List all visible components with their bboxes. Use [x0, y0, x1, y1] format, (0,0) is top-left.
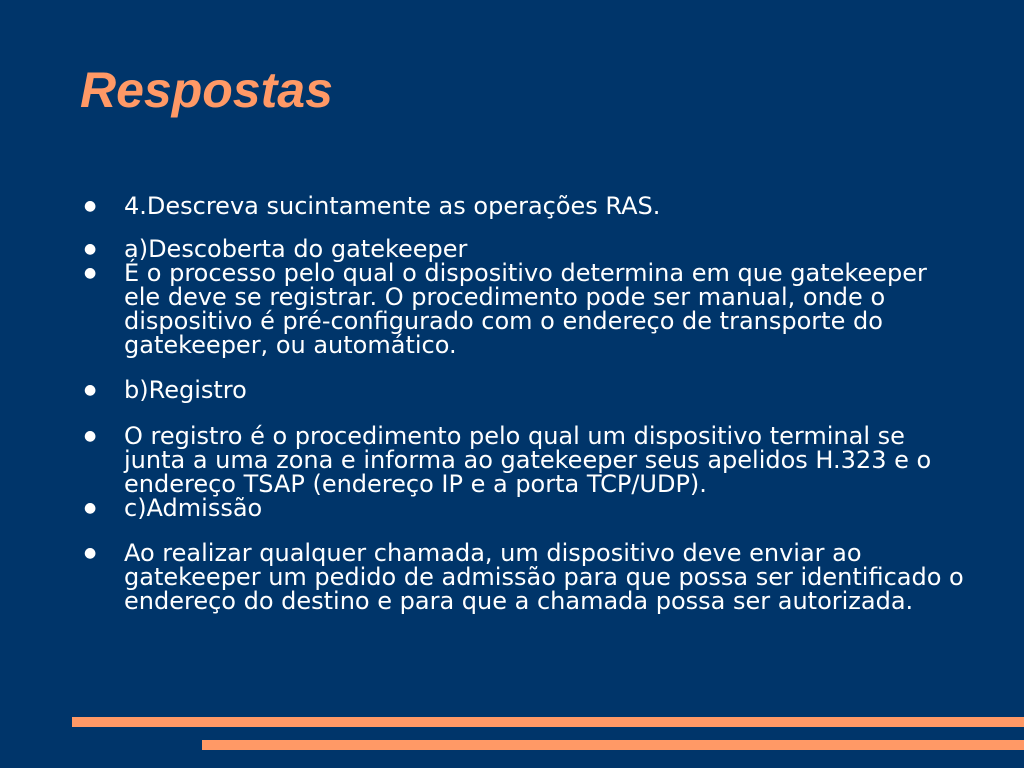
- bullet-icon: ●: [84, 545, 97, 561]
- bullet-icon: ●: [84, 241, 97, 257]
- bullet-icon: ●: [84, 500, 97, 516]
- bullet-icon: ●: [84, 198, 97, 214]
- bullet-icon: ●: [84, 382, 97, 398]
- bullet-text: a)Descoberta do gatekeeper: [124, 235, 468, 263]
- bullet-text: 4.Descreva sucintamente as operações RAS.: [124, 192, 661, 220]
- bullet-item-section-a: [84, 237, 964, 261]
- bullet-item-section-a-description: [84, 261, 964, 357]
- slide-title: Respostas: [80, 62, 333, 118]
- bullet-text: b)Registro: [124, 376, 247, 404]
- bullet-text: É o processo pelo qual o dispositivo determina em que gatekeeper ele deve se registrar. O procedimento pode ser manual, onde o dispositivo é pré-configurado com o endereço de transporte do gatekeeper, ou automático.: [124, 259, 927, 359]
- bullet-icon: ●: [84, 428, 97, 444]
- bullet-item-section-b-description: [84, 424, 964, 496]
- decorative-bar-bottom: [202, 740, 1024, 750]
- bullet-text: c)Admissão: [124, 494, 263, 522]
- bullet-icon: ●: [84, 265, 97, 281]
- decorative-bar-top: [72, 717, 1024, 727]
- bullet-text: O registro é o procedimento pelo qual um dispositivo terminal se junta a uma zona e informa ao gatekeeper seus apelidos H.323 e o endereço TSAP (endereço IP e a porta TCP/UDP).: [124, 422, 932, 498]
- bullet-item-section-c: [84, 496, 964, 520]
- bullet-text: Ao realizar qualquer chamada, um dispositivo deve enviar ao gatekeeper um pedido de admissão para que possa ser identificado o endereço do destino e para que a chamada possa ser autorizada.: [124, 539, 964, 615]
- bullet-list: [84, 194, 964, 613]
- bullet-item-section-b: [84, 378, 964, 402]
- bullet-item-section-c-description: [84, 541, 964, 613]
- bullet-item-question: [84, 194, 964, 218]
